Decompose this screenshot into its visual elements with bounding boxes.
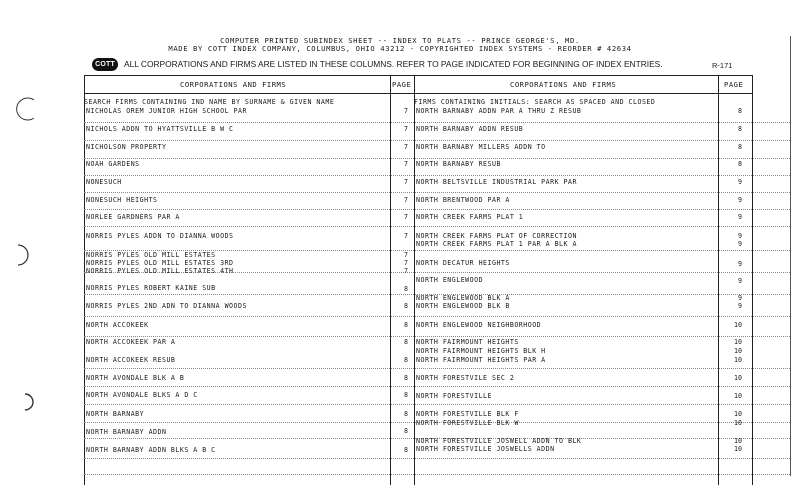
left-entry-name: NORRIS PYLES ADDN TO DIANNA WOODS <box>86 232 234 240</box>
row-rule <box>84 474 790 475</box>
right-entry-page: 8 <box>738 125 742 133</box>
cott-logo: COTT <box>92 58 118 71</box>
right-entry-page: 9 <box>738 277 742 285</box>
left-entry-name: NORTH AVONDALE BLKS A D C <box>86 391 198 399</box>
right-entry-page: 9 <box>738 294 742 302</box>
right-entry-page: 8 <box>738 143 742 151</box>
left-entry-name: NORRIS PYLES ROBERT KAINE SUB <box>86 284 216 292</box>
right-entry-page: 10 <box>734 445 742 453</box>
right-entry-name: NORTH BARNABY MILLERS ADDN TO <box>416 143 546 151</box>
left-entry-page: 8 <box>404 356 408 364</box>
heading-rule <box>84 93 752 94</box>
left-column-heading: CORPORATIONS AND FIRMS <box>180 80 287 89</box>
sheet-title: COMPUTER PRINTED SUBINDEX SHEET -- INDEX TO PLATS -- PRINCE GEORGE'S, MD. <box>220 36 580 45</box>
left-entry-page: 8 <box>404 446 408 454</box>
right-entry-name: NORTH BELTSVILLE INDUSTRIAL PARK PAR <box>416 178 577 186</box>
right-entry-page: 9 <box>738 178 742 186</box>
left-entry-page: 7 <box>404 178 408 186</box>
right-entry-name: NORTH FAIRMOUNT HEIGHTS <box>416 338 519 346</box>
right-entry-page: 8 <box>738 160 742 168</box>
right-entry-name: NORTH FORESTVILLE JOSWELLS ADDN <box>416 445 555 453</box>
row-rule <box>84 316 790 317</box>
row-rule <box>84 336 790 337</box>
right-entry-name: NORTH DECATUR HEIGHTS <box>416 259 510 267</box>
right-page-divider <box>718 75 719 485</box>
right-border <box>752 75 753 485</box>
row-rule <box>84 209 790 210</box>
right-entry-name: NORTH FORESTVILLE <box>416 392 492 400</box>
right-entry-page: 9 <box>738 232 742 240</box>
right-entry-page: 10 <box>734 347 742 355</box>
row-rule <box>84 368 790 369</box>
left-border <box>84 75 85 485</box>
binder-hole-middle <box>14 243 38 267</box>
left-entry-page: 7 <box>404 160 408 168</box>
left-entry-name: NORTH BARNABY <box>86 410 145 418</box>
left-entry-name: NORTH BARNABY ADDN <box>86 428 167 436</box>
right-entry-page: 9 <box>738 302 742 310</box>
left-entry-page: 7 <box>404 107 408 115</box>
left-entry-page: 7 <box>404 251 408 259</box>
left-entry-page: 7 <box>404 267 408 275</box>
left-entry-page: 7 <box>404 259 408 267</box>
right-entry-page: 9 <box>738 240 742 248</box>
right-entry-page: 10 <box>734 419 742 427</box>
right-entry-page: 10 <box>734 437 742 445</box>
left-entry-name: NORRIS PYLES OLD MILL ESTATES 4TH <box>86 267 234 275</box>
left-entry-page: 8 <box>404 302 408 310</box>
left-entry-name: NORRIS PYLES 2ND ADN TO DIANNA WOODS <box>86 302 247 310</box>
right-entry-name: NORTH FORESTVILLE BLK W <box>416 419 519 427</box>
sheet-code: R-171 <box>712 61 733 70</box>
row-rule <box>84 158 790 159</box>
right-entry-page: 10 <box>734 338 742 346</box>
right-entry-page: 8 <box>738 107 742 115</box>
left-entry-name: NOAH GARDENS <box>86 160 140 168</box>
left-entry-page: 7 <box>404 213 408 221</box>
left-entry-name: NORTH BARNABY ADDN BLKS A B C <box>86 446 216 454</box>
binder-hole-bottom <box>22 392 38 412</box>
left-entry-page: 8 <box>404 427 408 435</box>
right-entry-page: 9 <box>738 196 742 204</box>
row-rule <box>84 458 790 459</box>
publisher-line: MADE BY COTT INDEX COMPANY, COLUMBUS, OHIO 43212 - COPYRIGHTED INDEX SYSTEMS - REORDER # 42634 <box>168 44 632 53</box>
left-entry-name: NORTH ACCOKEEK RESUB <box>86 356 176 364</box>
right-entry-name: NORTH ENGLEWOOD BLK B <box>416 302 510 310</box>
right-entry-name: NORTH BARNABY ADDN RESUB <box>416 125 524 133</box>
right-entry-name: NORTH BARNABY ADDN PAR A THRU Z RESUB <box>416 107 582 115</box>
row-rule <box>84 226 790 227</box>
right-entry-name: NORTH BARNABY RESUB <box>416 160 501 168</box>
left-entry-name: NORTH ACCOKEEK <box>86 321 149 329</box>
right-column-instruction: FIRMS CONTAINING INITIALS: SEARCH AS SPACED AND CLOSED <box>414 98 656 106</box>
right-entry-name: NORTH CREEK FARMS PLAT 1 <box>416 213 524 221</box>
row-rule <box>84 122 790 123</box>
right-page-heading: PAGE <box>724 80 744 89</box>
left-page-divider <box>390 75 391 485</box>
margin-edge <box>790 36 791 476</box>
row-rule <box>84 192 790 193</box>
left-entry-name: NICHOLAS OREM JUNIOR HIGH SCHOOL PAR <box>86 107 247 115</box>
left-entry-name: NORRIS PYLES OLD MILL ESTATES <box>86 251 216 259</box>
left-page-heading: PAGE <box>392 80 412 89</box>
left-entry-name: NORLEE GARDNERS PAR A <box>86 213 180 221</box>
right-entry-name: NORTH FORESTVILE SEC 2 <box>416 374 515 382</box>
left-entry-page: 7 <box>404 196 408 204</box>
row-rule <box>84 386 790 387</box>
right-entry-name: NORTH ENGLEWOOD <box>416 276 484 284</box>
right-column-heading: CORPORATIONS AND FIRMS <box>510 80 617 89</box>
right-entry-name: NORTH CREEK FARMS PLAT OF CORRECTION <box>416 232 577 240</box>
right-entry-page: 10 <box>734 410 742 418</box>
notice-text: ALL CORPORATIONS AND FIRMS ARE LISTED IN THESE COLUMNS. REFER TO PAGE INDICATED FOR BEGINNING OF INDEX ENTRIES. <box>124 59 663 69</box>
left-entry-page: 8 <box>404 374 408 382</box>
right-entry-page: 10 <box>734 321 742 329</box>
left-column-instruction: SEARCH FIRMS CONTAINING IND NAME BY SURNAME & GIVEN NAME <box>84 98 335 106</box>
right-entry-name: NORTH BRENTWOOD PAR A <box>416 196 510 204</box>
right-entry-name: NORTH FAIRMOUNT HEIGHTS BLK H <box>416 347 546 355</box>
right-entry-name: NORTH FAIRMOUNT HEIGHTS PAR A <box>416 356 546 364</box>
left-entry-page: 7 <box>404 143 408 151</box>
left-entry-page: 8 <box>404 338 408 346</box>
left-entry-name: NONESUCH <box>86 178 122 186</box>
right-entry-page: 10 <box>734 374 742 382</box>
left-entry-page: 8 <box>404 285 408 293</box>
left-entry-page: 8 <box>404 321 408 329</box>
row-rule <box>84 404 790 405</box>
row-rule <box>84 140 790 141</box>
right-entry-page: 9 <box>738 260 742 268</box>
right-entry-page: 10 <box>734 356 742 364</box>
binder-hole-top <box>8 96 38 122</box>
left-entry-name: NORTH AVONDALE BLK A B <box>86 374 185 382</box>
left-entry-page: 8 <box>404 391 408 399</box>
left-entry-name: NICHOLS ADDN TO HYATTSVILLE B W C <box>86 125 234 133</box>
row-rule <box>84 175 790 176</box>
right-entry-name: NORTH FORESTVILLE JOSWELL ADDN TO BLK <box>416 437 582 445</box>
left-entry-page: 7 <box>404 125 408 133</box>
left-entry-page: 8 <box>404 410 408 418</box>
right-entry-name: NORTH CREEK FARMS PLAT 1 PAR A BLK A <box>416 240 577 248</box>
right-entry-name: NORTH ENGLEWOOD BLK A <box>416 294 510 302</box>
right-entry-name: NORTH FORESTVILLE BLK F <box>416 410 519 418</box>
left-entry-name: NORTH ACCOKEEK PAR A <box>86 338 176 346</box>
left-entry-name: NORRIS PYLES OLD MILL ESTATES 3RD <box>86 259 234 267</box>
notice-bar <box>92 58 752 72</box>
left-entry-page: 7 <box>404 232 408 240</box>
center-divider <box>414 75 415 485</box>
left-entry-name: NONESUCH HEIGHTS <box>86 196 158 204</box>
table-top-rule <box>84 75 752 76</box>
right-entry-page: 9 <box>738 213 742 221</box>
right-entry-page: 10 <box>734 392 742 400</box>
left-entry-name: NICHOLSON PROPERTY <box>86 143 167 151</box>
right-entry-name: NORTH ENGLEWOOD NEIGHBORHOOD <box>416 321 542 329</box>
